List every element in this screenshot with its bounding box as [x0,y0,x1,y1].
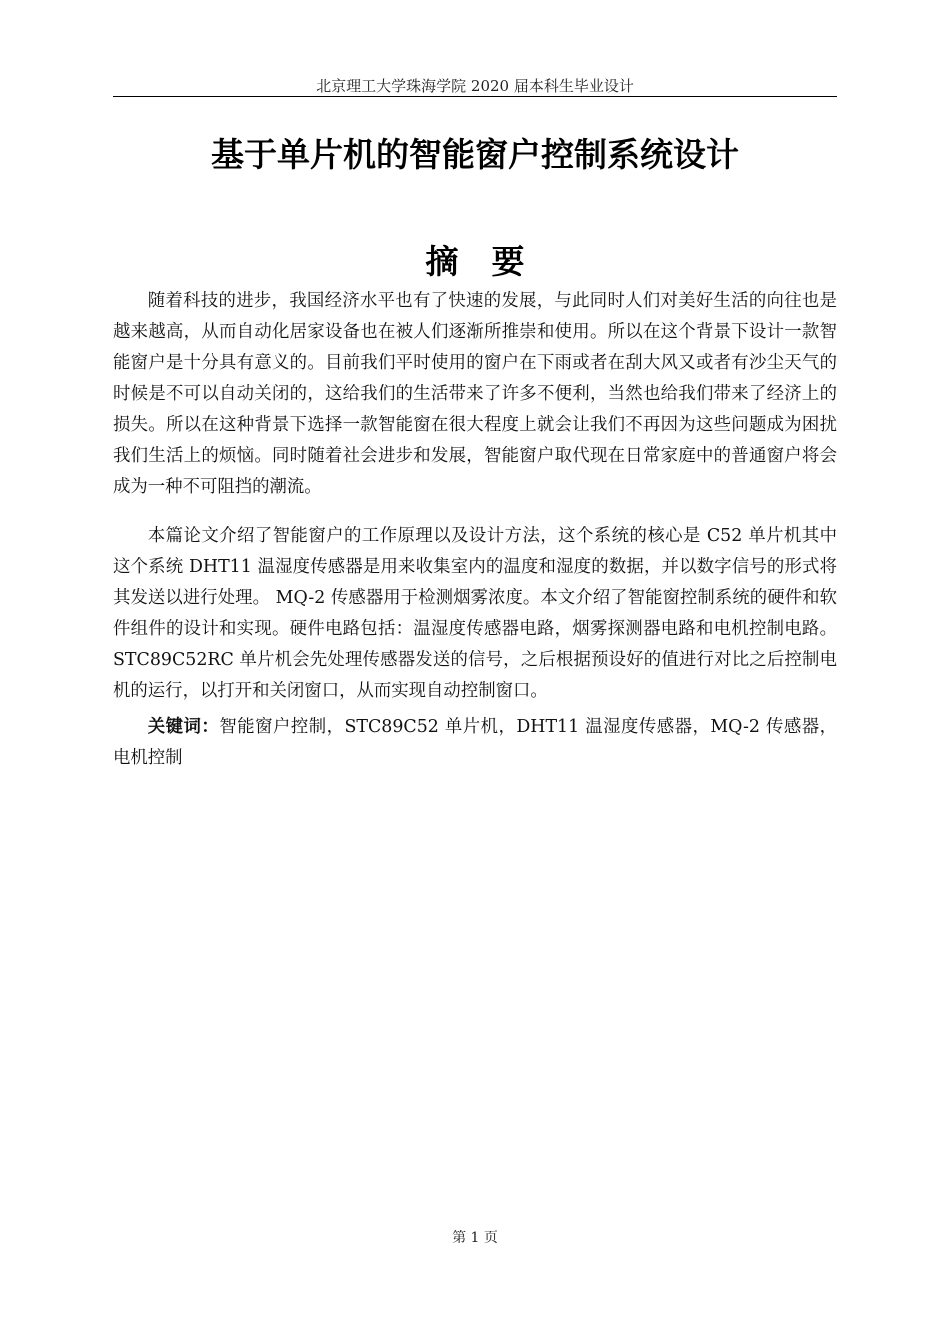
keywords-line [113,712,837,774]
document-title: 基于单片机的智能窗户控制系统设计 [211,135,739,174]
keywords-text: 智能窗户控制，STC89C52 单片机，DHT11 温湿度传感器，MQ-2 传感器，电机控制 [113,717,837,768]
abstract-paragraph-1: 随着科技的进步，我国经济水平也有了快速的发展，与此同时人们对美好生活的向往也是越来越高，从而自动化居家设备也在被人们逐渐所推崇和使用。所以在这个背景下设计一款智能窗户是十分具有意义的。目前我们平时使用的窗户在下雨或者在刮大风又或者有沙尘天气的时候是不可以自动关闭的，这给我们的生活带来了许多不便利，当然也给我们带来了经济上的损失。所以在这种背景下选择一款智能窗在很大程度上就会让我们不再因为这些问题成为困扰我们生活上的烦恼。同时随着社会进步和发展，智能窗户取代现在日常家庭中的普通窗户将会成为一种不可阻挡的潮流。 [113,291,837,497]
page-number: 第 1 页 [452,1230,498,1246]
abstract-paragraph-2: 本篇论文介绍了智能窗户的工作原理以及设计方法，这个系统的核心是 C52 单片机其中这个系统 DHT11 温湿度传感器是用来收集室内的温度和湿度的数据，并以数字信号的形式将其发送以进行处理。 MQ-2 传感器用于检测烟雾浓度。本文介绍了智能窗控制系统的硬件和软件组件的设计和实现。硬件电路包括：温湿度传感器电路，烟雾探测器电路和电机控制电路。STC89C52RC 单片机会先处理传感器发送的信号，之后根据预设好的值进行对比之后控制电机的运行，以打开和关闭窗口，从而实现自动控制窗口。 [113,526,837,701]
keywords-label: 关键词： [147,717,220,737]
abstract-body [113,286,837,725]
running-header: 北京理工大学珠海学院 2020 届本科生毕业设计 [316,77,634,95]
header-rule [113,96,837,97]
abstract-heading: 摘 要 [425,242,525,281]
